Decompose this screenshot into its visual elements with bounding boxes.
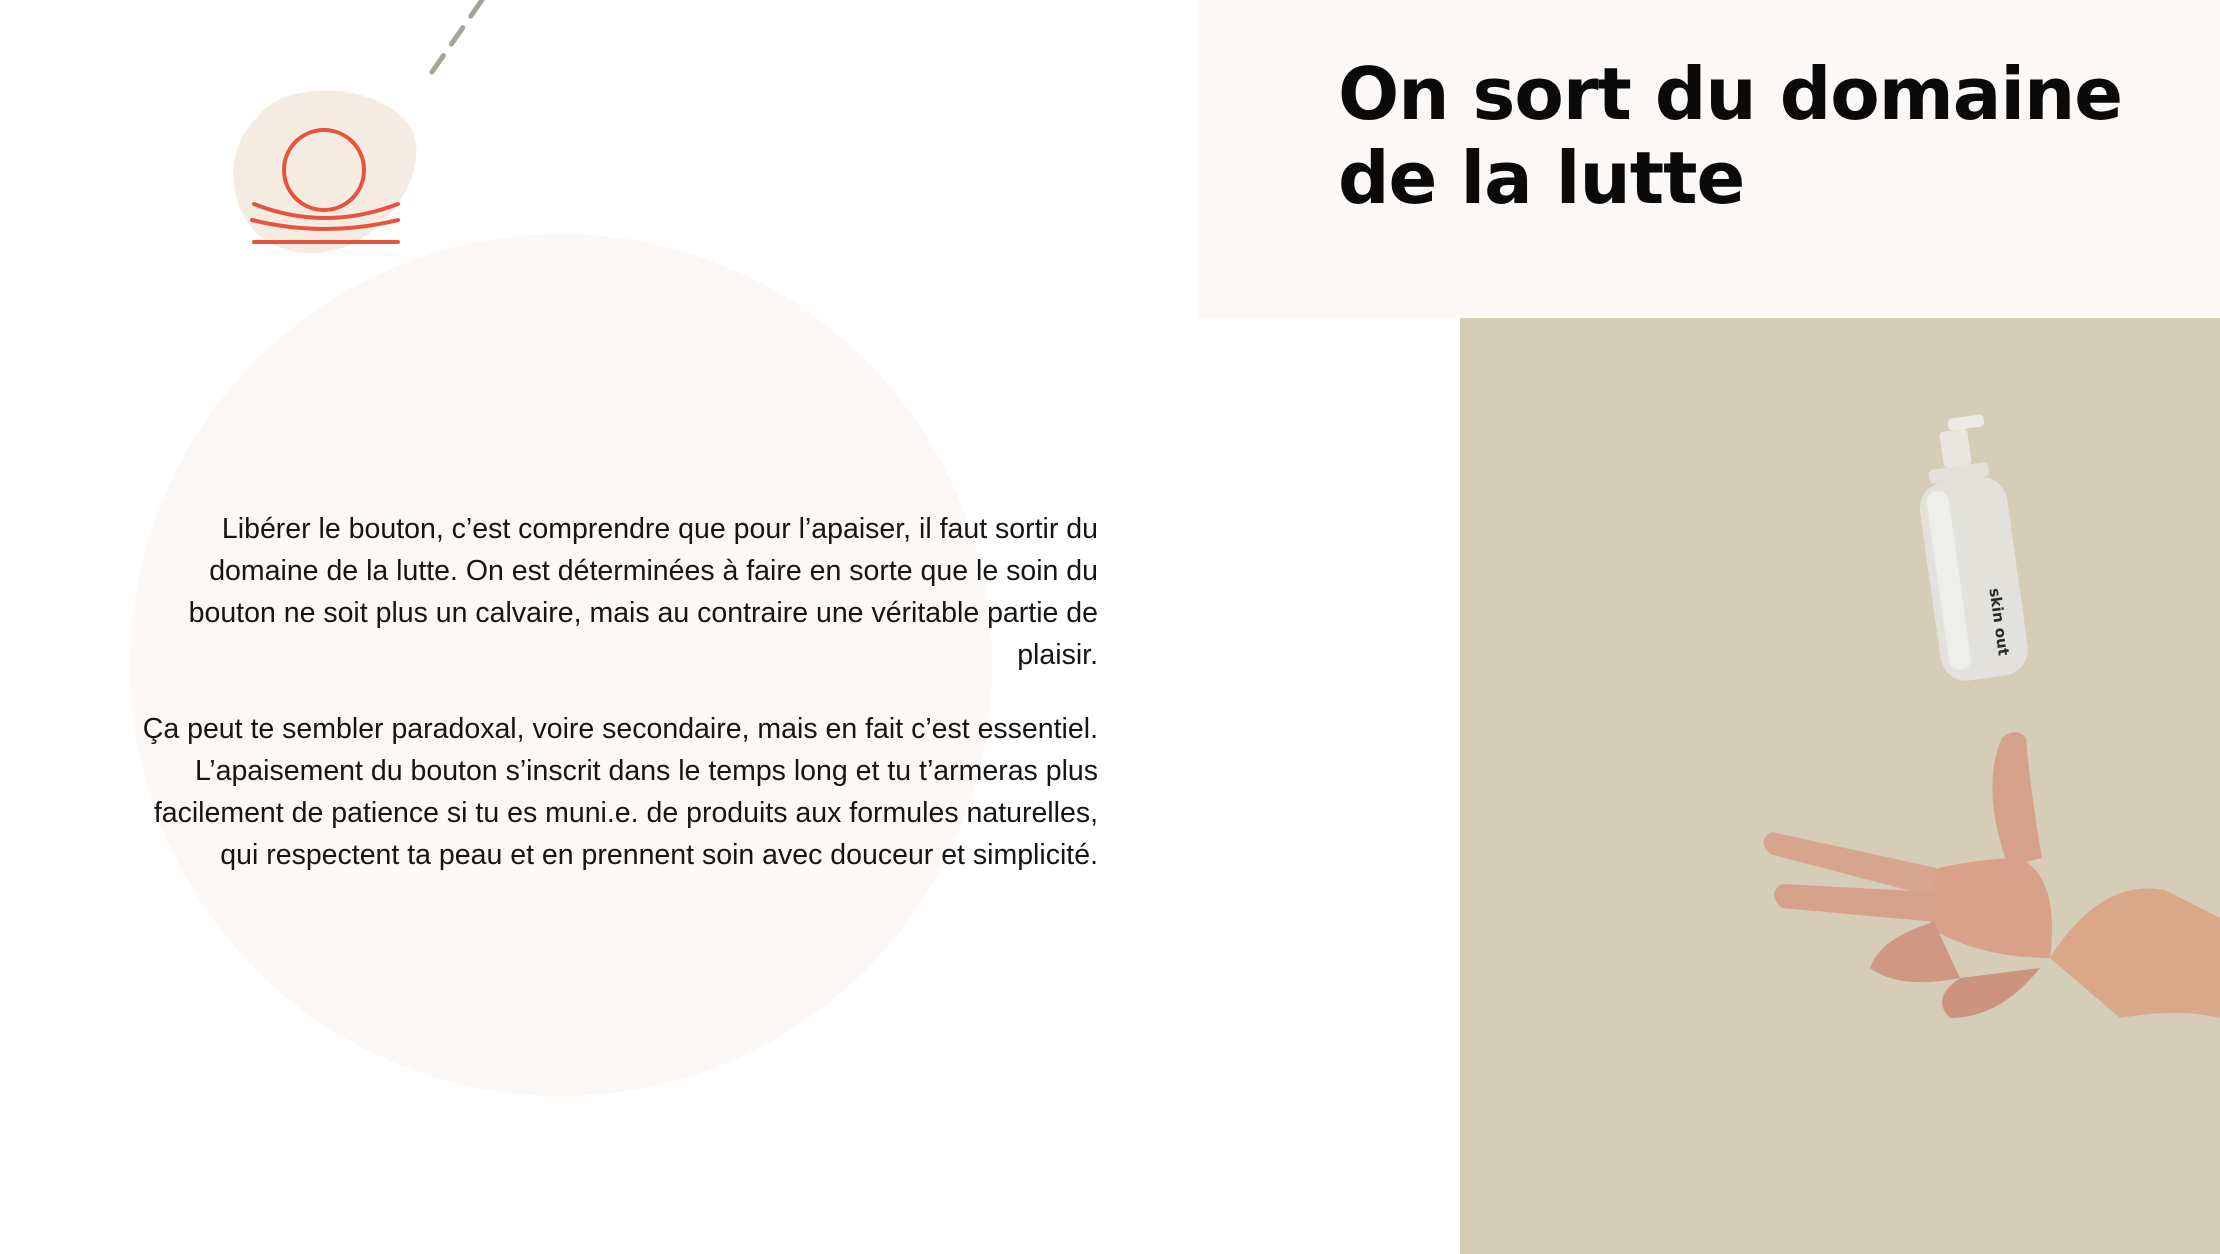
paragraph-1: Libérer le bouton, c’est comprendre que pour l’apaiser, il faut sortir du domaine de la lutte. On est déterminées à faire en sorte que le soin du bouton ne soit plus un calvaire, mais au contraire une véritable partie de plaisir.	[188, 513, 1098, 671]
bottle-label: skin out	[1985, 586, 2013, 657]
title-panel	[1198, 0, 2220, 318]
dashed-decorative-line	[0, 0, 520, 100]
product-photo	[1460, 318, 2220, 1254]
sun-horizon-icon	[228, 86, 428, 266]
body-text	[130, 508, 1098, 908]
page-title: On sort du domaine de la lutte	[1338, 52, 2123, 220]
paragraph-2: Ça peut te sembler paradoxal, voire secondaire, mais en fait c’est essentiel. L’apaisement du bouton s’inscrit dans le temps long et tu t’armeras plus facilement de patience si tu es muni.e. de produits aux formules naturelles, qui respectent ta peau et en prennent soin avec douceur et simplicité.	[142, 713, 1098, 871]
